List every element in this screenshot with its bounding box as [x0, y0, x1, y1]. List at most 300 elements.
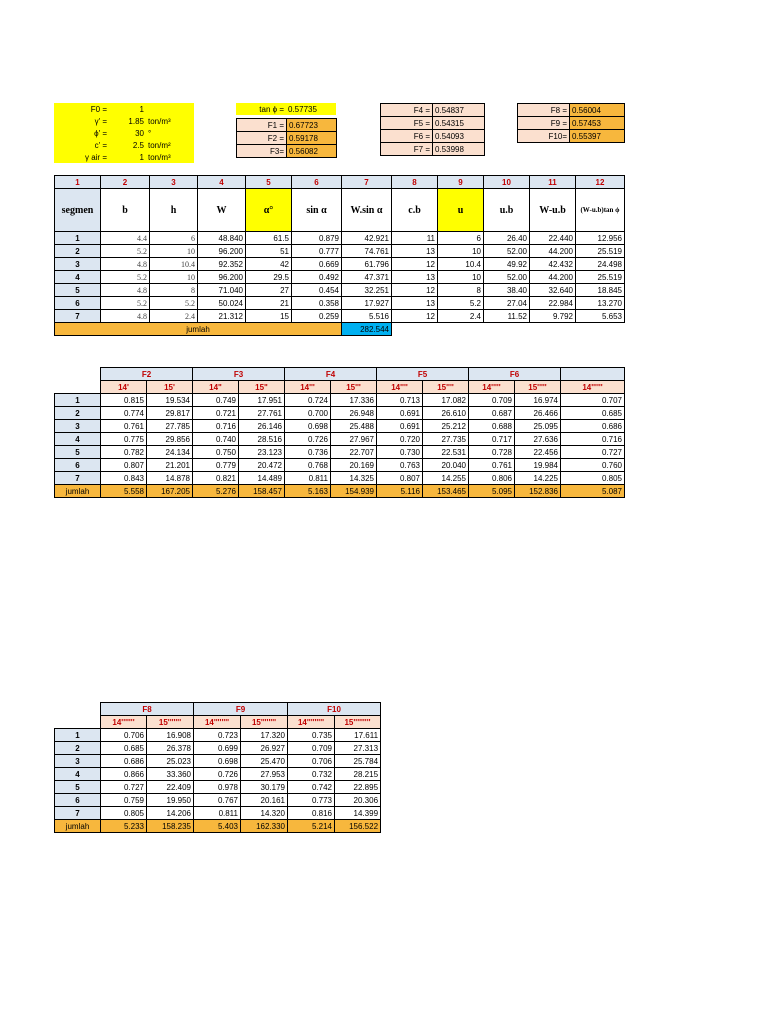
total-value: 5.116: [377, 485, 423, 498]
parameter-label: c' =: [54, 139, 109, 151]
column-header: c.b: [392, 189, 438, 232]
table-cell: 17.927: [342, 297, 392, 310]
table-cell: 12: [392, 284, 438, 297]
table-row: [55, 258, 625, 271]
table-cell: 0.777: [292, 245, 342, 258]
parameter-row: [54, 127, 194, 139]
table-cell: 29.817: [147, 407, 193, 420]
parameter-row: [54, 103, 194, 115]
corner-cell: [55, 703, 101, 716]
table-cell: 25.488: [331, 420, 377, 433]
f4-f7-box: [380, 103, 485, 156]
table-cell: 42.432: [530, 258, 576, 271]
parameter-value: 1: [109, 103, 146, 115]
table-cell: 27.967: [331, 433, 377, 446]
table-cell: 33.360: [147, 768, 194, 781]
table-cell: 0.736: [285, 446, 331, 459]
table-cell: 15: [246, 310, 292, 323]
table-cell: 44.200: [530, 271, 576, 284]
table-cell: 4: [55, 768, 101, 781]
table-row: [55, 472, 625, 485]
total-label: jumlah: [55, 485, 101, 498]
factor-row: [381, 104, 485, 117]
empty-cell: [576, 323, 625, 336]
table-cell: 27: [246, 284, 292, 297]
table-cell: 5.2: [150, 297, 198, 310]
table-cell: 0.811: [285, 472, 331, 485]
table-row: [55, 297, 625, 310]
table-cell: 0.806: [469, 472, 515, 485]
table-cell: 19.984: [515, 459, 561, 472]
table-row: [55, 781, 381, 794]
table-row: [55, 794, 381, 807]
table-cell: 16.908: [147, 729, 194, 742]
table-cell: 10: [438, 245, 484, 258]
sub-header: 15''''''': [147, 716, 194, 729]
table-cell: 27.785: [147, 420, 193, 433]
table-cell: 9.792: [530, 310, 576, 323]
empty-cell: [438, 323, 484, 336]
column-header: W: [198, 189, 246, 232]
table-cell: 17.320: [241, 729, 288, 742]
table-cell: 13.270: [576, 297, 625, 310]
table-cell: 50.024: [198, 297, 246, 310]
table-cell: 0.768: [285, 459, 331, 472]
total-value: 5.403: [194, 820, 241, 833]
table-cell: 26.40: [484, 232, 530, 245]
table-cell: 32.640: [530, 284, 576, 297]
table-cell: 5.2: [101, 297, 150, 310]
column-number: 12: [576, 176, 625, 189]
table-cell: 42.921: [342, 232, 392, 245]
table-cell: 1: [55, 729, 101, 742]
factor-label: F8 =: [518, 104, 570, 117]
table-row: [55, 755, 381, 768]
column-header: u: [438, 189, 484, 232]
parameter-value: 30: [109, 127, 146, 139]
table-cell: 52.00: [484, 271, 530, 284]
parameter-unit: ton/m³: [146, 115, 194, 127]
table-cell: 4.8: [101, 310, 150, 323]
table-cell: 0.726: [194, 768, 241, 781]
table-cell: 47.371: [342, 271, 392, 284]
factor-value: 0.56004: [570, 104, 625, 117]
table-cell: 0.821: [193, 472, 239, 485]
table-cell: 10: [438, 271, 484, 284]
group-header: F10: [288, 703, 381, 716]
table-cell: 4: [55, 271, 101, 284]
table-cell: 13: [392, 245, 438, 258]
table-cell: 0.815: [101, 394, 147, 407]
table-cell: 0.774: [101, 407, 147, 420]
table-cell: 0.816: [288, 807, 335, 820]
table-cell: 13: [392, 271, 438, 284]
sub-header: 15'''': [423, 381, 469, 394]
sub-header: 15''''''''': [335, 716, 381, 729]
table-cell: 5.2: [101, 271, 150, 284]
table-cell: 0.358: [292, 297, 342, 310]
factor-label: F1 =: [237, 119, 287, 132]
table-row: [55, 271, 625, 284]
table-cell: 0.685: [561, 407, 625, 420]
table-cell: 61.5: [246, 232, 292, 245]
sub-header: 14'''''': [561, 381, 625, 394]
table-cell: 0.706: [288, 755, 335, 768]
table-cell: 5.653: [576, 310, 625, 323]
table-cell: 96.200: [198, 245, 246, 258]
total-value: 5.558: [101, 485, 147, 498]
factor-row: [237, 145, 337, 158]
table-cell: 6: [55, 459, 101, 472]
table-row: [55, 420, 625, 433]
table-cell: 27.953: [241, 768, 288, 781]
table-cell: 0.686: [561, 420, 625, 433]
corner-cell: [55, 381, 101, 394]
parameter-value: 1.85: [109, 115, 146, 127]
table-cell: 0.779: [193, 459, 239, 472]
column-number: 10: [484, 176, 530, 189]
sub-header-row: [55, 381, 625, 394]
table-cell: 8: [438, 284, 484, 297]
table-cell: 3: [55, 420, 101, 433]
column-number: 7: [342, 176, 392, 189]
table-cell: 0.773: [288, 794, 335, 807]
sub-header: 15''''': [515, 381, 561, 394]
table-cell: 22.895: [335, 781, 381, 794]
table-cell: 6: [55, 794, 101, 807]
factor-value: 0.54315: [433, 117, 485, 130]
table-cell: 20.161: [241, 794, 288, 807]
table-cell: 27.313: [335, 742, 381, 755]
main-calculation-table: [54, 175, 625, 336]
table-cell: 0.735: [288, 729, 335, 742]
parameter-label: γ air =: [54, 151, 109, 163]
table-cell: 0.727: [561, 446, 625, 459]
total-row: [55, 323, 625, 336]
table-cell: 27.761: [239, 407, 285, 420]
table-cell: 0.698: [285, 420, 331, 433]
total-value: 5.276: [193, 485, 239, 498]
table-cell: 22.409: [147, 781, 194, 794]
table-cell: 14.489: [239, 472, 285, 485]
group-header: F4: [285, 368, 377, 381]
table-cell: 0.807: [377, 472, 423, 485]
table-cell: 24.134: [147, 446, 193, 459]
parameter-unit: [146, 103, 194, 115]
table-cell: 0.740: [193, 433, 239, 446]
table-cell: 0.811: [194, 807, 241, 820]
table-cell: 2.4: [150, 310, 198, 323]
table-cell: 4: [55, 433, 101, 446]
table-cell: 5: [55, 284, 101, 297]
factor-value: 0.53998: [433, 143, 485, 156]
table-cell: 20.472: [239, 459, 285, 472]
table-cell: 10.4: [150, 258, 198, 271]
table-cell: 0.730: [377, 446, 423, 459]
table-cell: 14.878: [147, 472, 193, 485]
table-cell: 0.775: [101, 433, 147, 446]
table-cell: 0.805: [561, 472, 625, 485]
table-cell: 0.706: [101, 729, 147, 742]
table-cell: 0.259: [292, 310, 342, 323]
table-cell: 5.2: [438, 297, 484, 310]
table-cell: 22.456: [515, 446, 561, 459]
factor-label: F7 =: [381, 143, 433, 156]
table-cell: 20.169: [331, 459, 377, 472]
iteration-table-f2-f6: [54, 367, 625, 498]
column-header: h: [150, 189, 198, 232]
table-cell: 21.312: [198, 310, 246, 323]
table-cell: 14.206: [147, 807, 194, 820]
table-cell: 38.40: [484, 284, 530, 297]
table-cell: 1: [55, 232, 101, 245]
table-cell: 12: [392, 310, 438, 323]
parameter-table: [54, 103, 194, 163]
table-cell: 19.534: [147, 394, 193, 407]
header-row: [55, 189, 625, 232]
table-cell: 5.516: [342, 310, 392, 323]
table-row: [55, 245, 625, 258]
column-header: α°: [246, 189, 292, 232]
table-cell: 0.767: [194, 794, 241, 807]
parameter-value: 2.5: [109, 139, 146, 151]
column-header: (W-u.b)tan ϕ: [576, 189, 625, 232]
table-cell: 11.52: [484, 310, 530, 323]
parameter-label: F0 =: [54, 103, 109, 115]
table-cell: 28.215: [335, 768, 381, 781]
table-cell: 4.8: [101, 258, 150, 271]
column-header: sin α: [292, 189, 342, 232]
total-label: jumlah: [55, 323, 342, 336]
column-number: 3: [150, 176, 198, 189]
corner-cell: [55, 716, 101, 729]
table-cell: 25.519: [576, 245, 625, 258]
table-cell: 30.179: [241, 781, 288, 794]
table-cell: 0.454: [292, 284, 342, 297]
parameter-label: γ' =: [54, 115, 109, 127]
factor-label: F6 =: [381, 130, 433, 143]
table-cell: 26.466: [515, 407, 561, 420]
factor-label: F5 =: [381, 117, 433, 130]
table-row: [55, 433, 625, 446]
column-number-row: [55, 176, 625, 189]
table-cell: 48.840: [198, 232, 246, 245]
table-cell: 0.720: [377, 433, 423, 446]
total-value: 162.330: [241, 820, 288, 833]
table-cell: 96.200: [198, 271, 246, 284]
table-cell: 17.336: [331, 394, 377, 407]
table-cell: 0.879: [292, 232, 342, 245]
table-cell: 61.796: [342, 258, 392, 271]
iteration-table-f8-f10: [54, 702, 381, 833]
table-cell: 0.843: [101, 472, 147, 485]
total-value: 5.214: [288, 820, 335, 833]
sub-header: 15": [239, 381, 285, 394]
table-cell: 7: [55, 310, 101, 323]
table-cell: 0.807: [101, 459, 147, 472]
table-cell: 0.760: [561, 459, 625, 472]
table-cell: 6: [55, 297, 101, 310]
column-number: 8: [392, 176, 438, 189]
total-value: 5.163: [285, 485, 331, 498]
table-cell: 2: [55, 245, 101, 258]
group-header: [561, 368, 625, 381]
table-cell: 28.516: [239, 433, 285, 446]
table-cell: 14.225: [515, 472, 561, 485]
total-value: 158.457: [239, 485, 285, 498]
table-cell: 0.685: [101, 742, 147, 755]
table-cell: 0.717: [469, 433, 515, 446]
parameter-unit: ton/m³: [146, 151, 194, 163]
table-row: [55, 394, 625, 407]
column-header: u.b: [484, 189, 530, 232]
table-cell: 0.759: [101, 794, 147, 807]
tan-phi-box: [236, 103, 336, 115]
table-cell: 0.688: [469, 420, 515, 433]
factor-label: F3=: [237, 145, 287, 158]
factor-value: 0.54093: [433, 130, 485, 143]
table-cell: 0.805: [101, 807, 147, 820]
column-header: W.sin α: [342, 189, 392, 232]
parameter-unit: °: [146, 127, 194, 139]
factor-label: F2 =: [237, 132, 287, 145]
group-header-row: [55, 703, 381, 716]
table-row: [55, 310, 625, 323]
total-value: 167.205: [147, 485, 193, 498]
sub-header: 14'''': [377, 381, 423, 394]
table-cell: 7: [55, 807, 101, 820]
table-cell: 14.399: [335, 807, 381, 820]
table-cell: 21.201: [147, 459, 193, 472]
factor-row: [518, 117, 625, 130]
group-header: F2: [101, 368, 193, 381]
column-header: b: [101, 189, 150, 232]
factor-label: F4 =: [381, 104, 433, 117]
table-cell: 0.709: [288, 742, 335, 755]
table-cell: 5: [55, 781, 101, 794]
factor-label: F10=: [518, 130, 570, 143]
table-cell: 4.4: [101, 232, 150, 245]
factor-label: F9 =: [518, 117, 570, 130]
table-cell: 0.866: [101, 768, 147, 781]
table-cell: 29.856: [147, 433, 193, 446]
table-cell: 20.040: [423, 459, 469, 472]
table-cell: 29.5: [246, 271, 292, 284]
f1-f3-box: [236, 118, 337, 158]
factor-value: 0.67723: [287, 119, 337, 132]
table-cell: 0.709: [469, 394, 515, 407]
table-cell: 0.761: [469, 459, 515, 472]
column-number: 6: [292, 176, 342, 189]
parameter-label: ϕ' =: [54, 127, 109, 139]
table-cell: 2: [55, 407, 101, 420]
column-number: 4: [198, 176, 246, 189]
table-cell: 25.212: [423, 420, 469, 433]
table-cell: 14.325: [331, 472, 377, 485]
table-cell: 0.686: [101, 755, 147, 768]
table-cell: 0.687: [469, 407, 515, 420]
table-cell: 27.735: [423, 433, 469, 446]
empty-cell: [392, 323, 438, 336]
sub-header-row: [55, 716, 381, 729]
group-header: F3: [193, 368, 285, 381]
table-cell: 18.845: [576, 284, 625, 297]
group-header: F8: [101, 703, 194, 716]
factor-value: 0.59178: [287, 132, 337, 145]
table-cell: 17.611: [335, 729, 381, 742]
table-cell: 0.721: [193, 407, 239, 420]
table-cell: 16.974: [515, 394, 561, 407]
sub-header: 15'''''''': [241, 716, 288, 729]
sub-header: 14': [101, 381, 147, 394]
table-cell: 0.726: [285, 433, 331, 446]
table-cell: 21: [246, 297, 292, 310]
table-cell: 0.691: [377, 420, 423, 433]
table-cell: 0.492: [292, 271, 342, 284]
table-cell: 10: [150, 271, 198, 284]
table-cell: 22.440: [530, 232, 576, 245]
parameter-unit: ton/m²: [146, 139, 194, 151]
table-cell: 2: [55, 742, 101, 755]
factor-row: [518, 104, 625, 117]
group-header: F5: [377, 368, 469, 381]
total-value: 282.544: [342, 323, 392, 336]
column-header: segmen: [55, 189, 101, 232]
sub-header: 15''': [331, 381, 377, 394]
table-cell: 0.724: [285, 394, 331, 407]
table-cell: 0.742: [288, 781, 335, 794]
factor-row: [237, 119, 337, 132]
table-row: [55, 284, 625, 297]
table-cell: 14.320: [241, 807, 288, 820]
sub-header: 15': [147, 381, 193, 394]
table-row: [55, 729, 381, 742]
table-cell: 22.531: [423, 446, 469, 459]
factor-row: [381, 117, 485, 130]
table-cell: 6: [150, 232, 198, 245]
column-number: 5: [246, 176, 292, 189]
table-cell: 26.378: [147, 742, 194, 755]
table-cell: 32.251: [342, 284, 392, 297]
table-cell: 25.470: [241, 755, 288, 768]
table-cell: 27.04: [484, 297, 530, 310]
total-value: 153.465: [423, 485, 469, 498]
factor-row: [237, 132, 337, 145]
table-cell: 5: [55, 446, 101, 459]
table-cell: 20.306: [335, 794, 381, 807]
parameter-row: [54, 139, 194, 151]
table-cell: 44.200: [530, 245, 576, 258]
table-cell: 2.4: [438, 310, 484, 323]
table-cell: 0.699: [194, 742, 241, 755]
table-cell: 0.716: [561, 433, 625, 446]
table-cell: 1: [55, 394, 101, 407]
table-cell: 52.00: [484, 245, 530, 258]
sub-header: 14''''''''': [288, 716, 335, 729]
table-cell: 26.610: [423, 407, 469, 420]
table-cell: 0.763: [377, 459, 423, 472]
table-row: [55, 742, 381, 755]
table-row: [55, 459, 625, 472]
table-cell: 0.713: [377, 394, 423, 407]
table-cell: 3: [55, 258, 101, 271]
parameter-value: 1: [109, 151, 146, 163]
empty-cell: [530, 323, 576, 336]
tan-phi-label: tan ϕ =: [236, 103, 286, 115]
table-cell: 49.92: [484, 258, 530, 271]
factor-value: 0.57453: [570, 117, 625, 130]
table-cell: 51: [246, 245, 292, 258]
